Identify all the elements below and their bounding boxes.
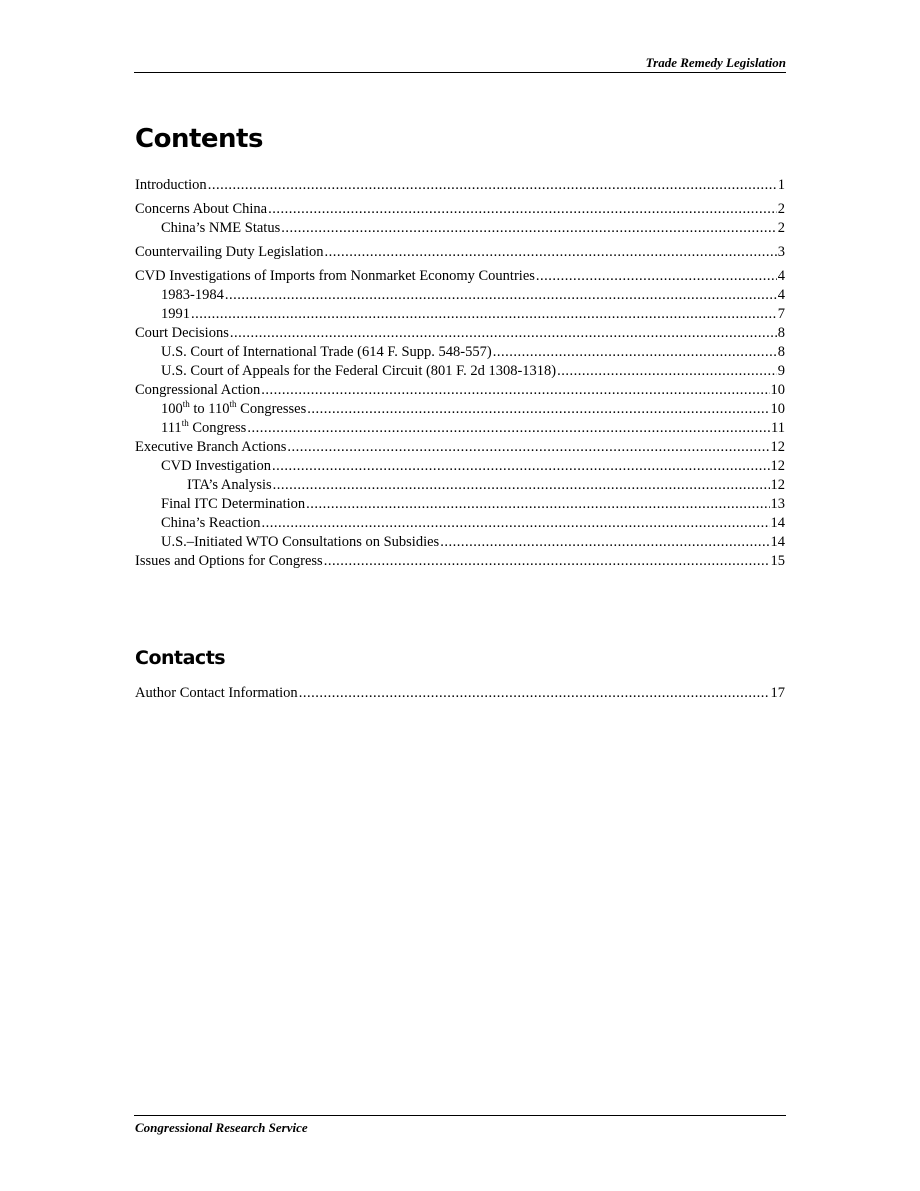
dot-leader [273,476,770,495]
toc-entry-court-of-appeals[interactable] [135,362,785,381]
toc-entry-page: 2 [777,201,785,217]
dot-leader [324,243,776,262]
running-title: Trade Remedy Legislation [645,55,786,70]
contacts-list [135,684,785,703]
contacts-heading: Contacts [135,647,226,669]
toc-entry-page: 12 [770,477,785,493]
toc-entry-countervailing-duty-legislation[interactable] [135,243,785,262]
toc-entry-introduction[interactable] [135,176,785,195]
dot-leader [324,552,770,571]
toc-entry-title: CVD Investigations of Imports from Nonmarket Economy Countries [135,268,535,284]
dot-leader [230,324,777,343]
toc-entry-page: 9 [777,363,785,379]
toc-entry-author-contact-information[interactable] [135,684,785,703]
toc-entry-final-itc-determination[interactable] [135,495,785,514]
toc-entry-page: 14 [770,534,785,550]
dot-leader [247,419,770,438]
dot-leader [440,533,769,552]
toc-entry-concerns-about-china[interactable] [135,200,785,219]
toc-entry-title: Concerns About China [135,201,268,217]
toc-entry-title: 1991 [161,306,190,322]
toc-entry-page: 2 [777,220,785,236]
page-footer [134,1115,786,1135]
toc-entry-title: Author Contact Information [135,685,298,701]
toc-entry-page: 8 [777,344,785,360]
toc-entry-itas-analysis[interactable] [135,476,785,495]
toc-entry-congressional-action[interactable] [135,381,785,400]
toc-entry-title: 100th to 110th Congresses [161,399,307,417]
toc-entry-executive-branch-actions[interactable] [135,438,785,457]
toc-entry-page: 15 [770,553,785,569]
toc-entry-chinas-reaction[interactable] [135,514,785,533]
toc-entry-title: China’s NME Status [161,220,281,236]
dot-leader [191,305,777,324]
dot-leader [306,495,769,514]
toc-entry-title: CVD Investigation [161,458,271,474]
contents-heading: Contents [135,124,263,154]
toc-entry-page: 14 [770,515,785,531]
dot-leader [287,438,769,457]
toc-entry-page: 10 [770,401,785,417]
toc-entry-page: 12 [770,439,785,455]
toc-entry-title: Issues and Options for Congress [135,553,323,569]
toc-entry-chinas-nme-status[interactable] [135,219,785,238]
toc-entry-page: 3 [777,244,785,260]
toc-entry-issues-and-options[interactable] [135,552,785,571]
toc-entry-page: 12 [770,458,785,474]
footer-text: Congressional Research Service [135,1120,308,1135]
dot-leader [307,400,769,419]
toc-entry-page: 11 [771,420,785,436]
toc-entry-title: Congressional Action [135,382,261,398]
dot-leader [261,381,769,400]
toc-entry-page: 7 [777,306,785,322]
toc-entry-title: U.S. Court of International Trade (614 F. Supp. 548-557) [161,344,492,360]
toc-entry-111th-congress[interactable] [135,419,785,438]
dot-leader [261,514,769,533]
toc-entry-title: Final ITC Determination [161,496,306,512]
toc-entry-100th-to-110th-congresses[interactable] [135,400,785,419]
toc-entry-title: 1983-1984 [161,287,224,303]
dot-leader [268,200,777,219]
toc-entry-page: 1 [777,177,785,193]
dot-leader [225,286,777,305]
toc-entry-court-decisions[interactable] [135,324,785,343]
toc-entry-title: Court Decisions [135,325,229,341]
table-of-contents [135,176,785,571]
dot-leader [281,219,777,238]
toc-entry-page: 4 [777,268,785,284]
toc-entry-page: 4 [777,287,785,303]
dot-leader [557,362,777,381]
dot-leader [536,267,777,286]
toc-entry-court-of-international-trade[interactable] [135,343,785,362]
toc-entry-title: ITA’s Analysis [187,477,272,493]
toc-entry-page: 10 [770,382,785,398]
toc-entry-title: Countervailing Duty Legislation [135,244,324,260]
toc-entry-title: Executive Branch Actions [135,439,287,455]
toc-entry-cvd-investigations[interactable] [135,267,785,286]
toc-entry-page: 17 [770,685,785,701]
dot-leader [208,176,777,195]
toc-entry-title: China’s Reaction [161,515,261,531]
toc-entry-page: 8 [777,325,785,341]
toc-entry-title: 111th Congress [161,418,247,436]
toc-entry-wto-consultations[interactable] [135,533,785,552]
toc-entry-page: 13 [770,496,785,512]
toc-entry-cvd-investigation[interactable] [135,457,785,476]
toc-entry-title: U.S. Court of Appeals for the Federal Circuit (801 F. 2d 1308-1318) [161,363,557,379]
toc-entry-title: U.S.–Initiated WTO Consultations on Subsidies [161,534,440,550]
dot-leader [272,457,770,476]
dot-leader [299,684,770,703]
toc-entry-1983-1984[interactable] [135,286,785,305]
dot-leader [493,343,777,362]
page-header [134,54,786,73]
toc-entry-title: Introduction [135,177,207,193]
toc-entry-1991[interactable] [135,305,785,324]
